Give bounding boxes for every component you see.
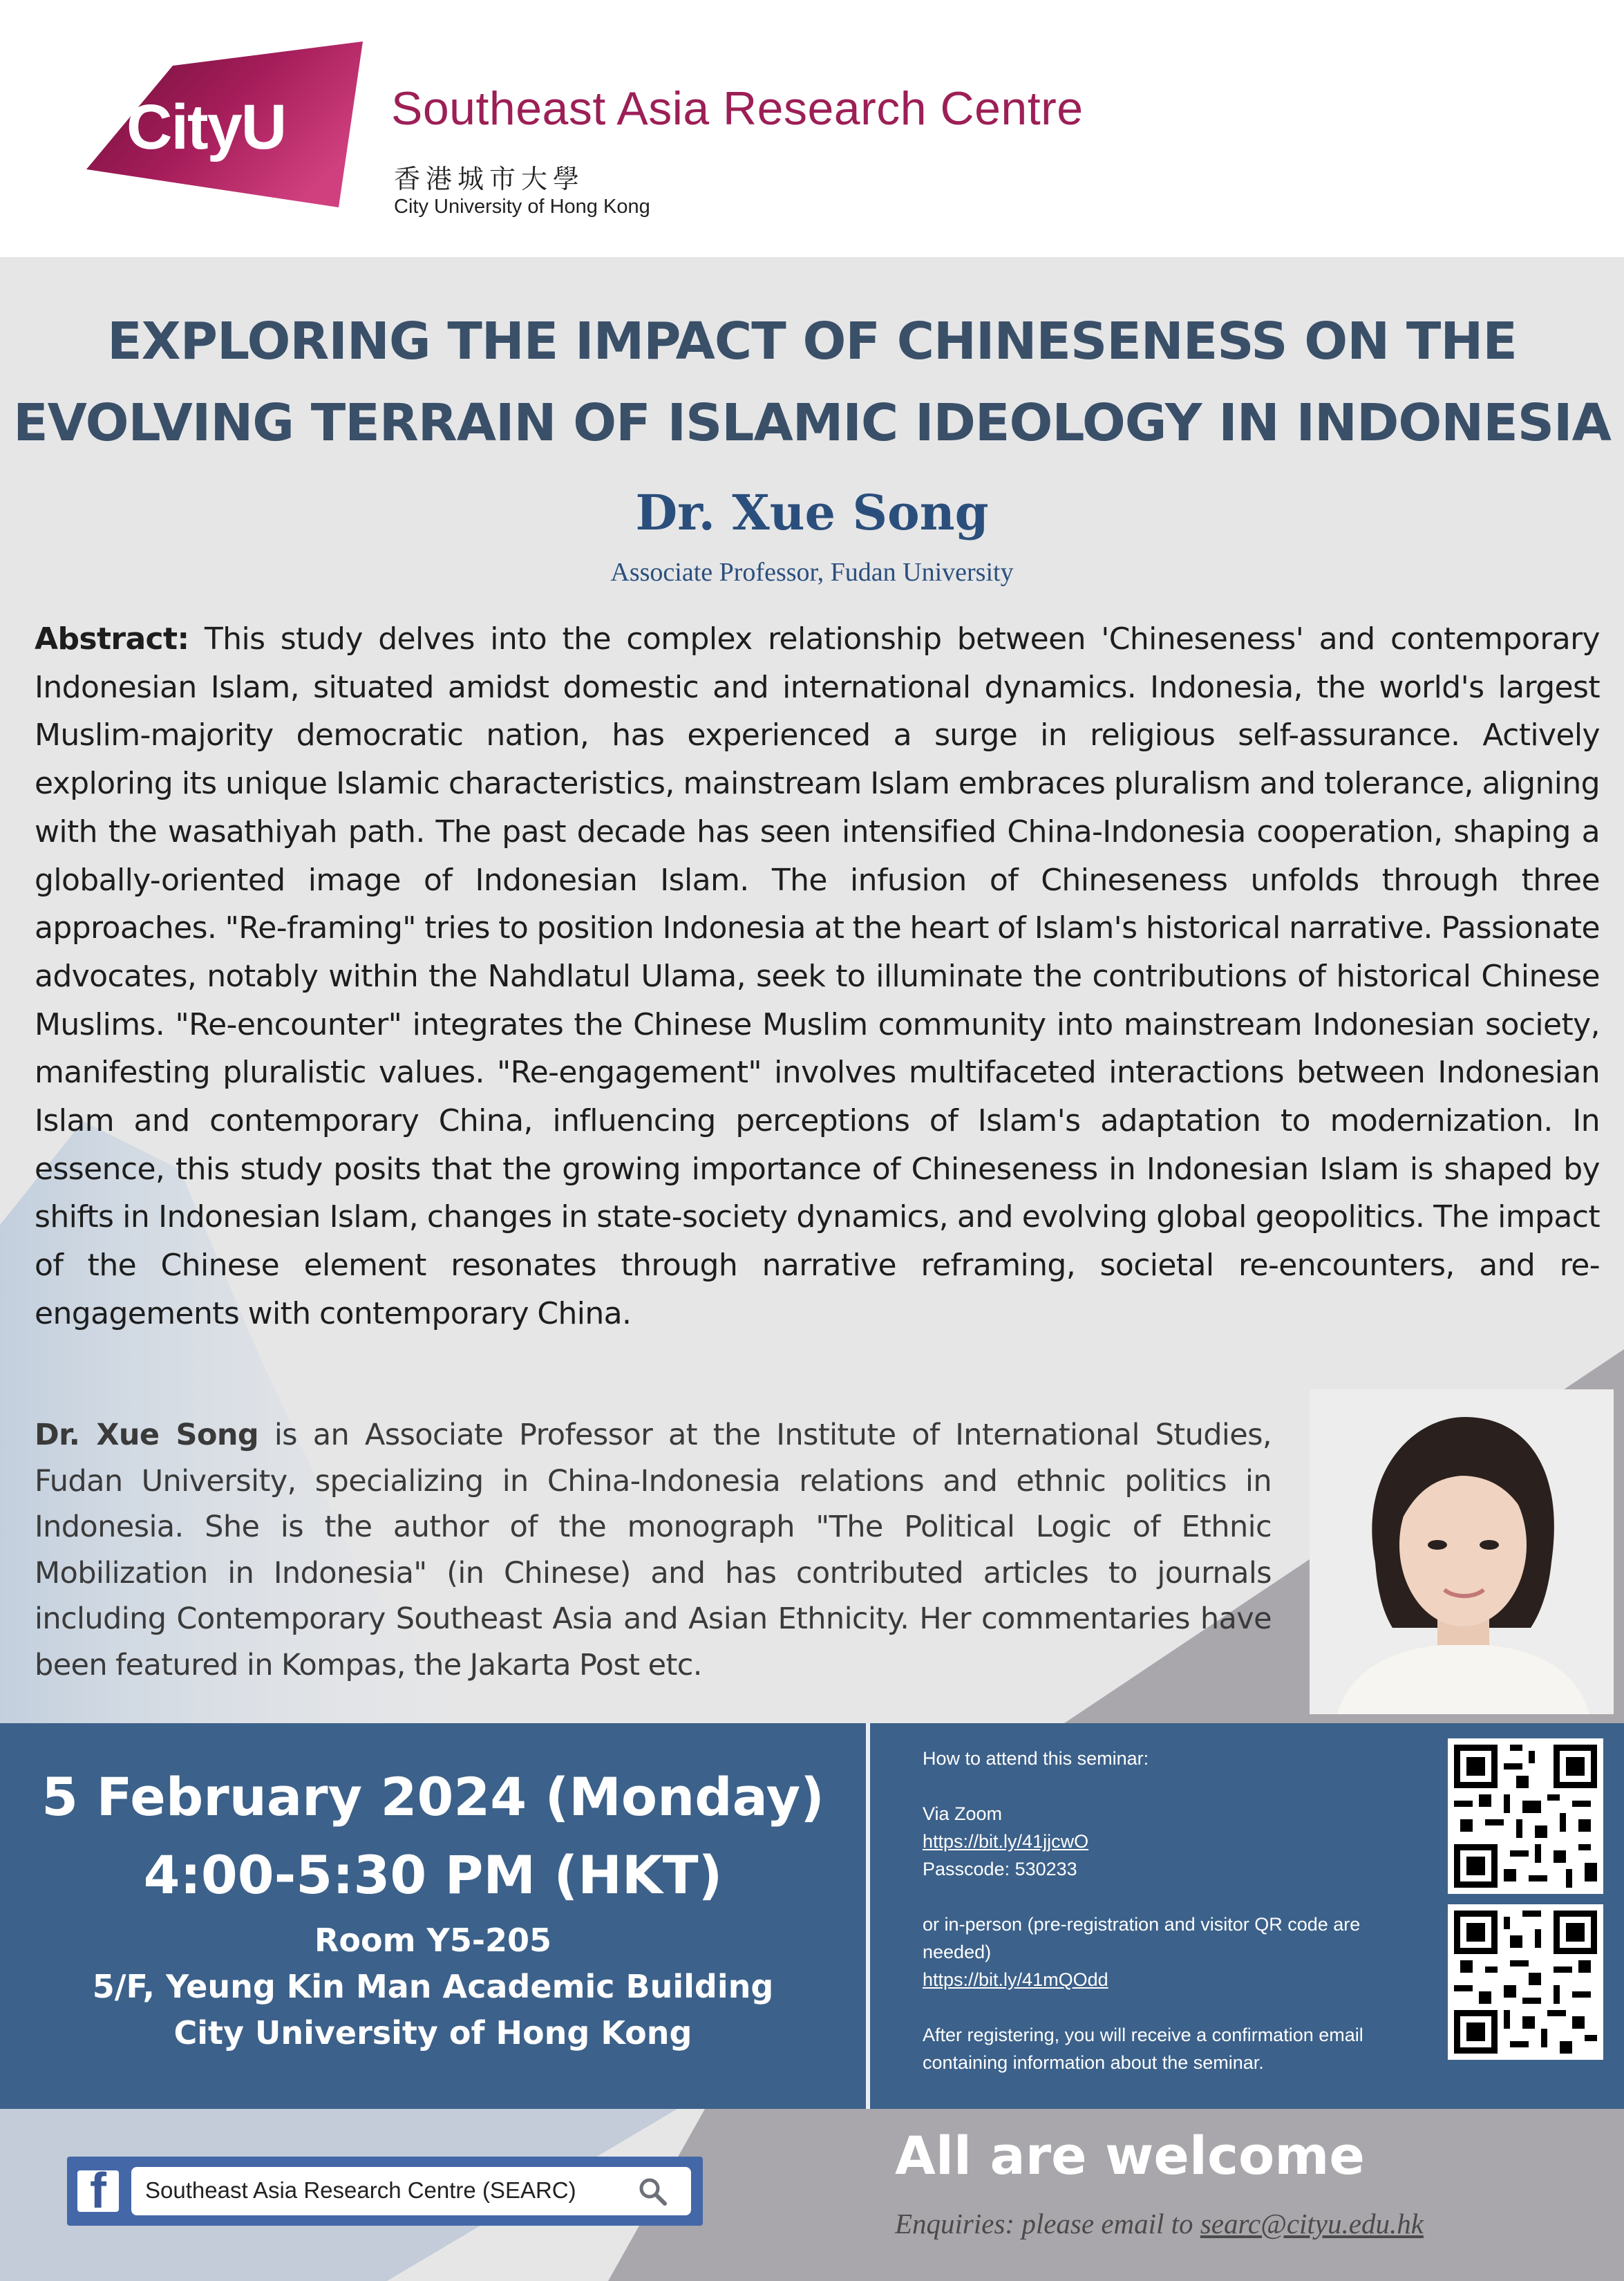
abstract-text: This study delves into the complex relationship between 'Chineseness' and contemporary Indonesian Islam, situated amidst domestic and international dynamics. Indonesia, the world's largest Muslim-majority democratic nation, has experienced a surge in religious self-assurance. Actively exploring its unique Islamic characteristics, mainstream Islam embraces pluralism and tolerance, aligning with the wasathiyah path. The past decade has seen intensified China-Indonesia cooperation, shaping a globally-oriented image of Indonesian Islam. The infusion of Chineseness unfolds through three approaches. "Re-framing" tries to position Indonesia at the heart of Islam's historical narrative. Passionate advocates, notably within the Nahdlatul Ulama, seek to illuminate the contributions of historical Chinese Muslims. "Re-encounter" integrates the Chinese Muslim community into mainstream Indonesian society, manifesting pluralistic values. "Re-engagement" involves multifaceted interactions between Indonesian Islam and contemporary China, influencing perceptions of Islam's adaptation to modernization. In essence, this study posits that the growing importance of Chineseness in Indonesian Islam is shaped by shifts in Indonesian Islam, changes in state-society dynamics, and evolving global geopolitics. The impact of the Chinese element resonates through narrative reframing, societal re-encounters, and re-engagements with contemporary China. bbox=[35, 621, 1601, 1331]
inperson-label: or in-person (pre-registration and visitor QR code are needed) bbox=[923, 1914, 1361, 1962]
zoom-label: Via Zoom bbox=[923, 1803, 1003, 1824]
confirmation-note: After registering, you will receive a confirmation email containing information about the seminar. bbox=[923, 2025, 1363, 2073]
speaker-photo bbox=[1310, 1389, 1614, 1714]
enquiries-line bbox=[895, 2207, 1424, 2240]
search-icon[interactable] bbox=[636, 2175, 669, 2208]
university-name-zh: 香港城市大學 bbox=[394, 164, 585, 194]
zoom-passcode: Passcode: 530233 bbox=[923, 1859, 1077, 1879]
header bbox=[0, 0, 1624, 257]
centre-name: Southeast Asia Research Centre bbox=[391, 82, 1084, 135]
university-name-en: City University of Hong Kong bbox=[394, 196, 650, 218]
event-date: 5 February 2024 (Monday) bbox=[41, 1766, 824, 1828]
venue-university: City University of Hong Kong bbox=[173, 2014, 692, 2052]
abstract bbox=[35, 615, 1600, 1338]
seminar-title bbox=[0, 301, 1624, 464]
event-time: 4:00-5:30 PM (HKT) bbox=[143, 1844, 723, 1906]
title-line-1: EXPLORING THE IMPACT OF CHINESENESS ON THE bbox=[107, 312, 1517, 371]
attend-heading: How to attend this seminar: bbox=[923, 1748, 1149, 1769]
zoom-link[interactable]: https://bit.ly/41jjcwO bbox=[923, 1831, 1089, 1852]
bio-speaker-name: Dr. Xue Song bbox=[35, 1418, 259, 1452]
speaker-bio bbox=[35, 1412, 1272, 1689]
logo-text: CityU bbox=[126, 92, 286, 162]
bio-text: is an Associate Professor at the Institute of International Studies, Fudan University, specializing in China-Indonesia relations and ethnic politics in Indonesia. She is the author of the monograph "The Political Logic of Ethnic Mobilization in Indonesia" (in Chinese) and has contributed articles to journals including Contemporary Southeast Asia and Asian Ethnicity. Her commentaries have been featured in Kompas, the Jakarta Post etc. bbox=[35, 1418, 1272, 1682]
zoom-qr-code bbox=[1448, 1738, 1603, 1894]
attendance-info bbox=[923, 1745, 1406, 2076]
enquiries-label: Enquiries: please email to bbox=[895, 2208, 1200, 2240]
speaker-name: Dr. Xue Song bbox=[635, 484, 989, 541]
venue-room: Room Y5-205 bbox=[314, 1922, 551, 1959]
abstract-label: Abstract: bbox=[35, 621, 189, 657]
cityu-logo bbox=[86, 38, 370, 218]
welcome-message: All are welcome bbox=[895, 2125, 1365, 2186]
band-divider bbox=[866, 1723, 870, 2109]
speaker-affiliation: Associate Professor, Fudan University bbox=[610, 558, 1014, 587]
enquiries-email-link[interactable]: searc@cityu.edu.hk bbox=[1200, 2208, 1424, 2240]
registration-qr-code bbox=[1448, 1904, 1603, 2060]
register-link[interactable]: https://bit.ly/41mQOdd bbox=[923, 1969, 1108, 1990]
venue-building: 5/F, Yeung Kin Man Academic Building bbox=[92, 1968, 774, 2005]
facebook-logo-glyph: f bbox=[90, 2163, 106, 2212]
facebook-search-text: Southeast Asia Research Centre (SEARC) bbox=[145, 2177, 576, 2203]
title-line-2: EVOLVING TERRAIN OF ISLAMIC IDEOLOGY IN INDONESIA bbox=[13, 393, 1611, 453]
